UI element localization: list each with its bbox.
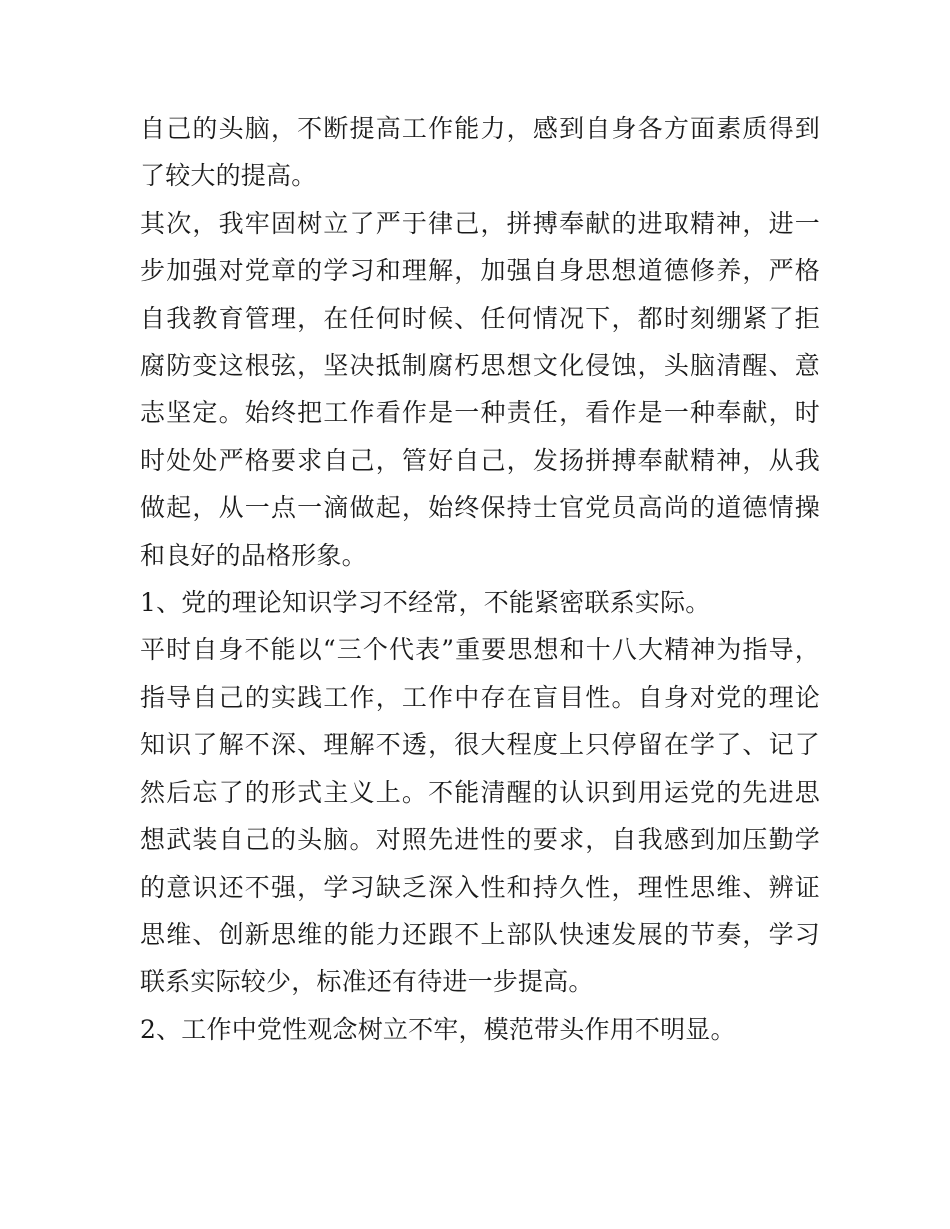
paragraph-theory-study: 平时自身不能以“三个代表”重要思想和十八大精神为指导，指导自己的实践工作，工作中存在盲目性。自身对党的理论知识了解不深、理解不透，很大程度上只停留在学了、记了然后忘了的形式主义上。不能清醒的认识到用运党的先进思想武装自己的头脑。对照先进性的要求，自我感到加压勤学的意识还不强，学习缺乏深入性和持久性，理性思维、辨证思维、创新思维的能力还跟不上部队快速发展的节奏，学习联系实际较少，标准还有待进一步提高。 bbox=[140, 635, 820, 997]
section-heading-2: 2、工作中党性观念树立不牢，模范带头作用不明显。 bbox=[140, 1014, 736, 1044]
section-heading-1: 1、党的理论知识学习不经常，不能紧密联系实际。 bbox=[140, 588, 711, 618]
paragraph-discipline: 其次，我牢固树立了严于律己，拼搏奉献的进取精神，进一步加强对党章的学习和理解，加强自身思想道德修养，严格自我教育管理，在任何时候、任何情况下，都时刻绷紧了拒腐防变这根弦，坚决抵制腐朽思想文化侵蚀，头脑清醒、意志坚定。始终把工作看作是一种责任，看作是一种奉献，时时处处严格要求自己，管好自己，发扬拼搏奉献精神，从我做起，从一点一滴做起，始终保持士官党员高尚的道德情操和良好的品格形象。 bbox=[140, 208, 820, 570]
paragraph-continuation: 自己的头脑，不断提高工作能力，感到自身各方面素质得到了较大的提高。 bbox=[140, 114, 820, 191]
document-body bbox=[140, 105, 820, 1053]
